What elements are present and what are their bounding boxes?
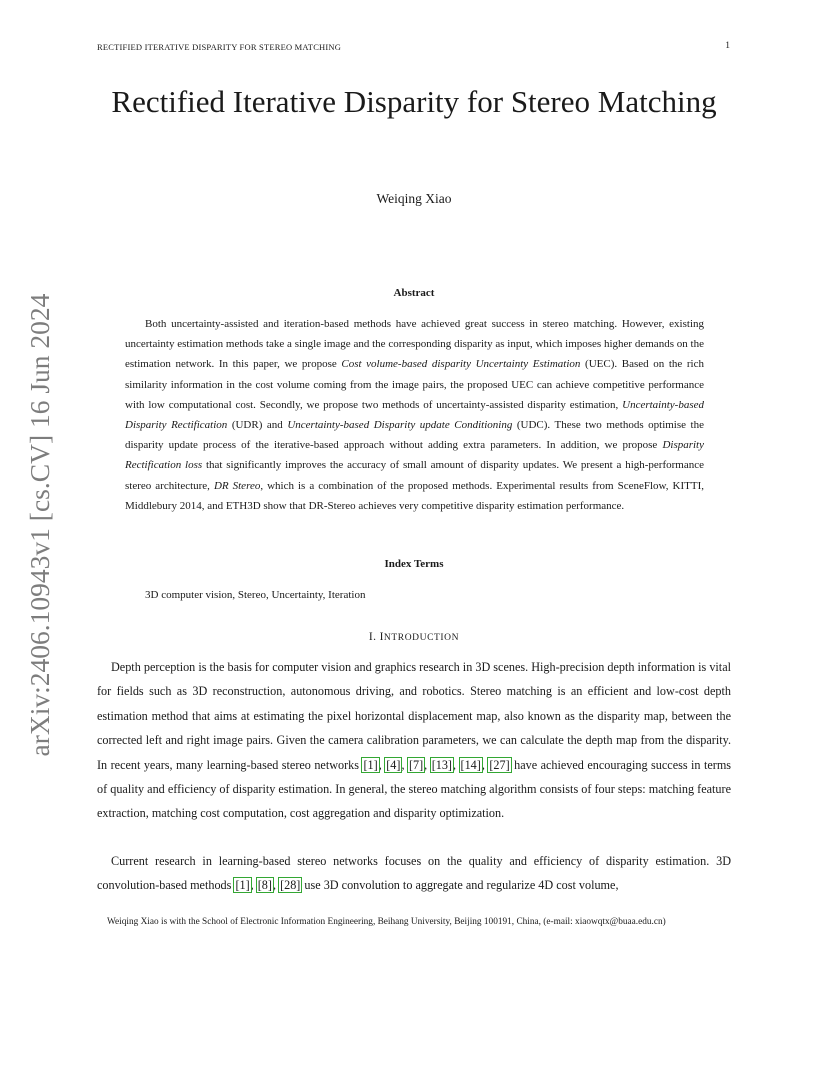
index-terms-heading: Index Terms: [384, 558, 444, 570]
section-heading-introduction: I. INTRODUCTION: [368, 631, 460, 643]
citation-link[interactable]: [1]: [363, 757, 378, 772]
abstract-heading: Abstract: [393, 287, 435, 299]
emph-udr: Uncertainty-based Disparity Rectification: [125, 398, 704, 432]
citation-link[interactable]: [8]: [257, 878, 272, 893]
index-terms-text: 3D computer vision, Stereo, Uncertainty, Iteration: [145, 589, 366, 601]
running-title: RECTIFIED ITERATIVE DISPARITY FOR STEREO MATCHING: [97, 42, 342, 52]
author-footnote: Weiqing Xiao is with the School of Electronic Information Engineering, Beihang University, Beijing 100191, China, (e-mail: xiaowqtx@buaa.edu.cn): [107, 917, 666, 927]
intro-paragraph-1: Depth perception is the basis for computer vision and graphics research in 3D scenes. High-precision depth information is vital for fields such as 3D reconstruction, autonomous driving, and robotics. Stereo matching is an efficient and low-cost depth estimation method that aims at estimating the pixel horizontal displacement map, also known as the disparity map, between the corrected left and right image pairs. Given the camera calibration parameters, we can calculate the depth map from the disparity. In recent years, many learning-based stereo networks [1], [4], [7], [13], [14], [27] have achieved encouraging success in terms of quality and efficiency of disparity estimation. In general, the stereo matching algorithm consists of four steps: matching feature extraction, matching cost computation, cost aggregation and disparity optimization.: [97, 660, 732, 821]
citation-link[interactable]: [1]: [235, 878, 250, 893]
author-name: Weiqing Xiao: [376, 191, 452, 206]
emph-dr-loss: Disparity Rectification loss: [125, 439, 704, 472]
citation-link[interactable]: [13]: [431, 757, 452, 772]
abstract-text: Both uncertainty-assisted and iteration-based methods have achieved great success in stereo matching. However, existing uncertainty estimation methods take a single image and the corresponding disparity as input, which imposes higher demands on the estimation network. In this paper, we propose Cost volume-based disparity Uncertainty Estimation (UEC). Based on the rich similarity information in the cost volume coming from the image pairs, the proposed UEC can achieve competitive performance with low computational cost. Secondly, we propose two methods of uncertainty-assisted disparity estimation, Uncertainty-based Disparity Rectification (UDR) and Uncertainty-based Disparity update Conditioning (UDC). These two methods optimise the disparity update process of the iterative-based approach without adding extra parameters. In addition, we propose Disparity Rectification loss that significantly improves the accuracy of small amount of disparity updates. We present a high-performance stereo architecture, DR Stereo, which is a combination of the proposed methods. Experimental results from SceneFlow, KITTI, Middlebury 2014, and ETH3D show that DR-Stereo achieves very competitive disparity estimation performance.: [125, 318, 705, 512]
intro-paragraph-2: Current research in learning-based stereo networks focuses on the quality and efficiency of disparity estimation. 3D convolution-based methods [1], [8], [28] use 3D convolution to aggregate and regularize 4D cost volume,: [97, 854, 731, 893]
arxiv-stamp-text: arXiv:2406.10943v1 [cs.CV] 16 Jun 2024: [24, 293, 55, 757]
citation-link[interactable]: [14]: [460, 757, 481, 772]
paper-title: Rectified Iterative Disparity for Stereo Matching: [111, 84, 717, 119]
emph-uec: Cost volume-based disparity Uncertainty Estimation: [341, 358, 581, 371]
citation-link[interactable]: [7]: [408, 757, 424, 772]
citation-link[interactable]: [28]: [280, 878, 301, 893]
page-number: 1: [725, 41, 730, 51]
emph-udc: Uncertainty-based Disparity update Conditioning: [287, 419, 513, 432]
citation-link[interactable]: [4]: [386, 757, 401, 772]
arxiv-stamp: [20, 290, 60, 760]
citation-link[interactable]: [27]: [489, 757, 510, 772]
emph-dr-stereo: DR Stereo: [213, 479, 261, 492]
